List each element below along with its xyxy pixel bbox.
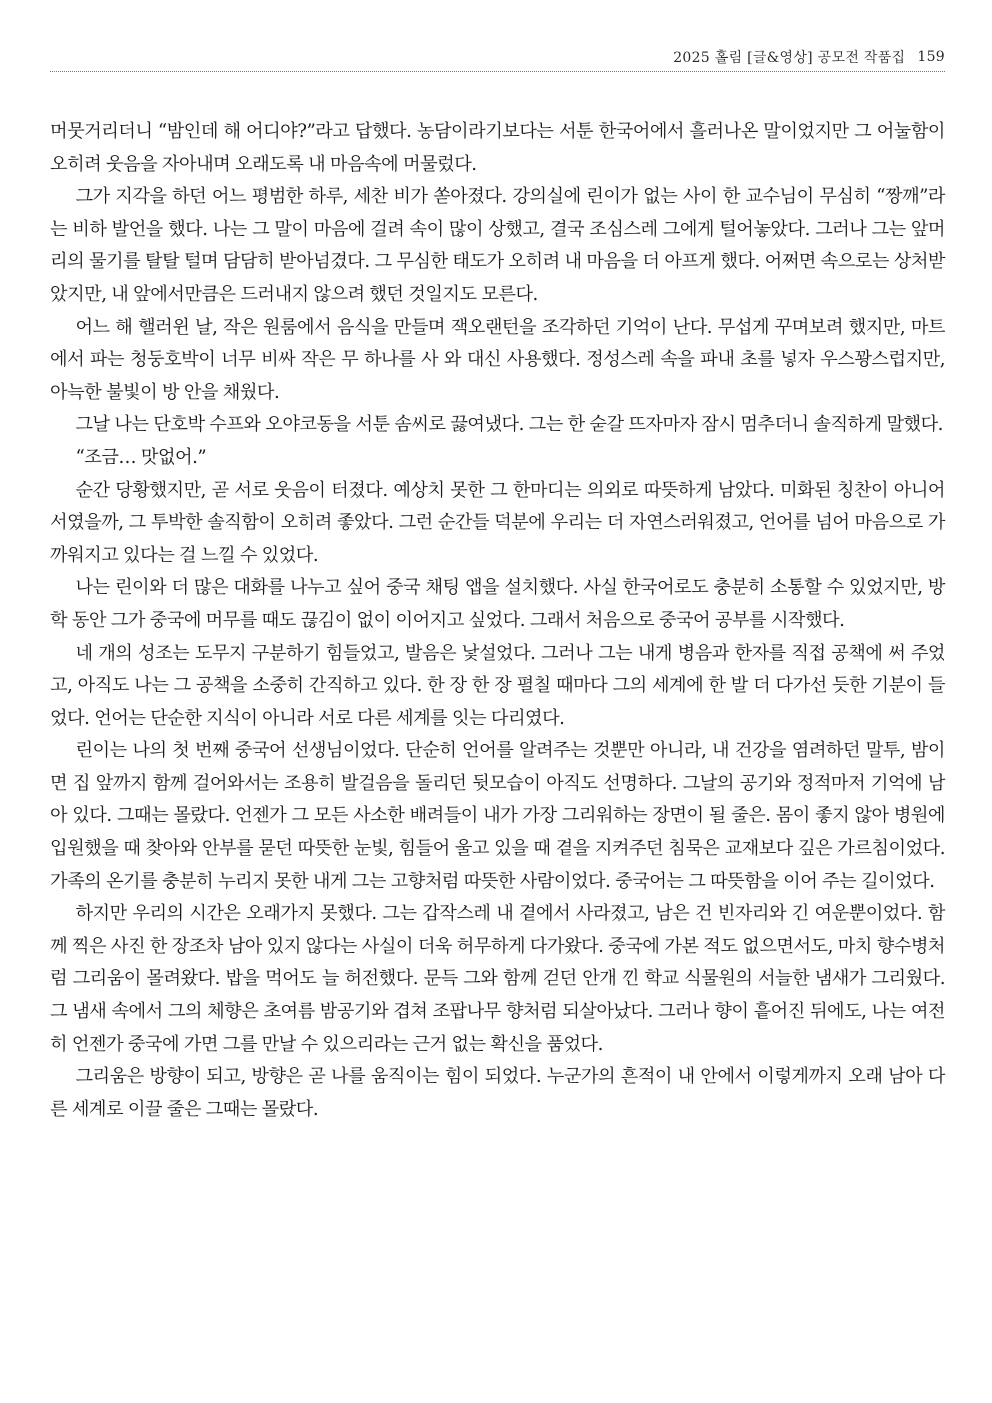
running-title: 2025 홀림 [글&영상] 공모전 작품집 <box>673 50 906 66</box>
paragraph: 어느 해 핼러윈 날, 작은 원룸에서 음식을 만들며 잭오랜턴을 조각하던 기억이 난다. 무섭게 꾸며보려 했지만, 마트에서 파는 청둥호박이 너무 비싸 작은 무 하나를 사 와 대신 사용했다. 정성스레 속을 파내 초를 넣자 우스꽝스럽지만, 아늑한 불빛이 방 안을 채웠다. <box>50 316 945 403</box>
page-number: 159 <box>917 49 945 65</box>
paragraph: 네 개의 성조는 도무지 구분하기 힘들었고, 발음은 낯설었다. 그러나 그는 내게 병음과 한자를 직접 공책에 써 주었고, 아직도 나는 그 공책을 소중히 간직하고 있다. 한 장 한 장 펼칠 때마다 그의 세계에 한 발 더 다가선 듯한 기분이 들었다. 언어는 단순한 지식이 아니라 서로 다른 세계를 잇는 다리였다. <box>50 642 945 729</box>
paragraph: 하지만 우리의 시간은 오래가지 못했다. 그는 갑작스레 내 곁에서 사라졌고, 남은 건 빈자리와 긴 여운뿐이었다. 함께 찍은 사진 한 장조차 남아 있지 않다는 사실이 더욱 허무하게 다가왔다. 중국에 가본 적도 없으면서도, 마치 향수병처럼 그리움이 몰려왔다. 밥을 먹어도 늘 허전했다. 문득 그와 함께 걷던 안개 낀 학교 식물원의 서늘한 냄새가 그리웠다. 그 냄새 속에서 그의 체향은 초여름 밤공기와 겹쳐 조팝나무 향처럼 되살아났다. 그러나 향이 흩어진 뒤에도, 나는 여전히 언젠가 중국에 가면 그를 만날 수 있으리라는 근거 없는 확신을 품었다. <box>50 903 945 1055</box>
paragraph: 머뭇거리더니 “밤인데 해 어디야?”라고 답했다. 농담이라기보다는 서툰 한국어에서 흘러나온 말이었지만 그 어눌함이 오히려 웃음을 자아내며 오래도록 내 마음속에 머물렀다. <box>50 121 945 175</box>
page-header <box>50 44 945 70</box>
paragraph: 나는 린이와 더 많은 대화를 나누고 싶어 중국 채팅 앱을 설치했다. 사실 한국어로도 충분히 소통할 수 있었지만, 방학 동안 그가 중국에 머무를 때도 끊김이 없이 이어지고 싶었다. 그래서 처음으로 중국어 공부를 시작했다. <box>50 577 945 631</box>
body-text <box>50 116 945 1126</box>
header-divider <box>50 71 945 72</box>
paragraph: 순간 당황했지만, 곧 서로 웃음이 터졌다. 예상치 못한 그 한마디는 의외로 따뜻하게 남았다. 미화된 칭찬이 아니어서였을까, 그 투박한 솔직함이 오히려 좋았다. 그런 순간들 덕분에 우리는 더 자연스러워졌고, 언어를 넘어 마음으로 가까워지고 있다는 걸 느낄 수 있었다. <box>50 479 945 566</box>
paragraph: 린이는 나의 첫 번째 중국어 선생님이었다. 단순히 언어를 알려주는 것뿐만 아니라, 내 건강을 염려하던 말투, 밤이면 집 앞까지 함께 걸어와서는 조용히 발걸음을 돌리던 뒷모습이 아직도 선명하다. 그날의 공기와 정적마저 기억에 남아 있다. 그때는 몰랐다. 언젠가 그 모든 사소한 배려들이 내가 가장 그리워하는 장면이 될 줄은. 몸이 좋지 않아 병원에 입원했을 때 찾아와 안부를 묻던 따뜻한 눈빛, 힘들어 울고 있을 때 곁을 지켜주던 침묵은 교재보다 깊은 가르침이었다. 가족의 온기를 충분히 누리지 못한 내게 그는 고향처럼 따뜻한 사람이었다. 중국어는 그 따뜻함을 이어 주는 길이었다. <box>50 740 945 892</box>
dialogue-line: “조금… 맛없어.” <box>75 446 207 468</box>
paragraph: 그리움은 방향이 되고, 방향은 곧 나를 움직이는 힘이 되었다. 누군가의 흔적이 내 안에서 이렇게까지 오래 남아 다른 세계로 이끌 줄은 그때는 몰랐다. <box>50 1066 945 1120</box>
paragraph: 그가 지각을 하던 어느 평범한 하루, 세찬 비가 쏟아졌다. 강의실에 린이가 없는 사이 한 교수님이 무심히 “짱깨”라는 비하 발언을 했다. 나는 그 말이 마음에 걸려 속이 많이 상했고, 결국 조심스레 그에게 털어놓았다. 그러나 그는 앞머리의 물기를 탈탈 털며 담담히 받아넘겼다. 그 무심한 태도가 오히려 내 마음을 더 아프게 했다. 어쩌면 속으로는 상처받았지만, 내 앞에서만큼은 드러내지 않으려 했던 것일지도 모른다. <box>50 186 945 305</box>
paragraph: 그날 나는 단호박 수프와 오야코동을 서툰 솜씨로 끓여냈다. 그는 한 숟갈 뜨자마자 잠시 멈추더니 솔직하게 말했다. <box>75 414 943 436</box>
